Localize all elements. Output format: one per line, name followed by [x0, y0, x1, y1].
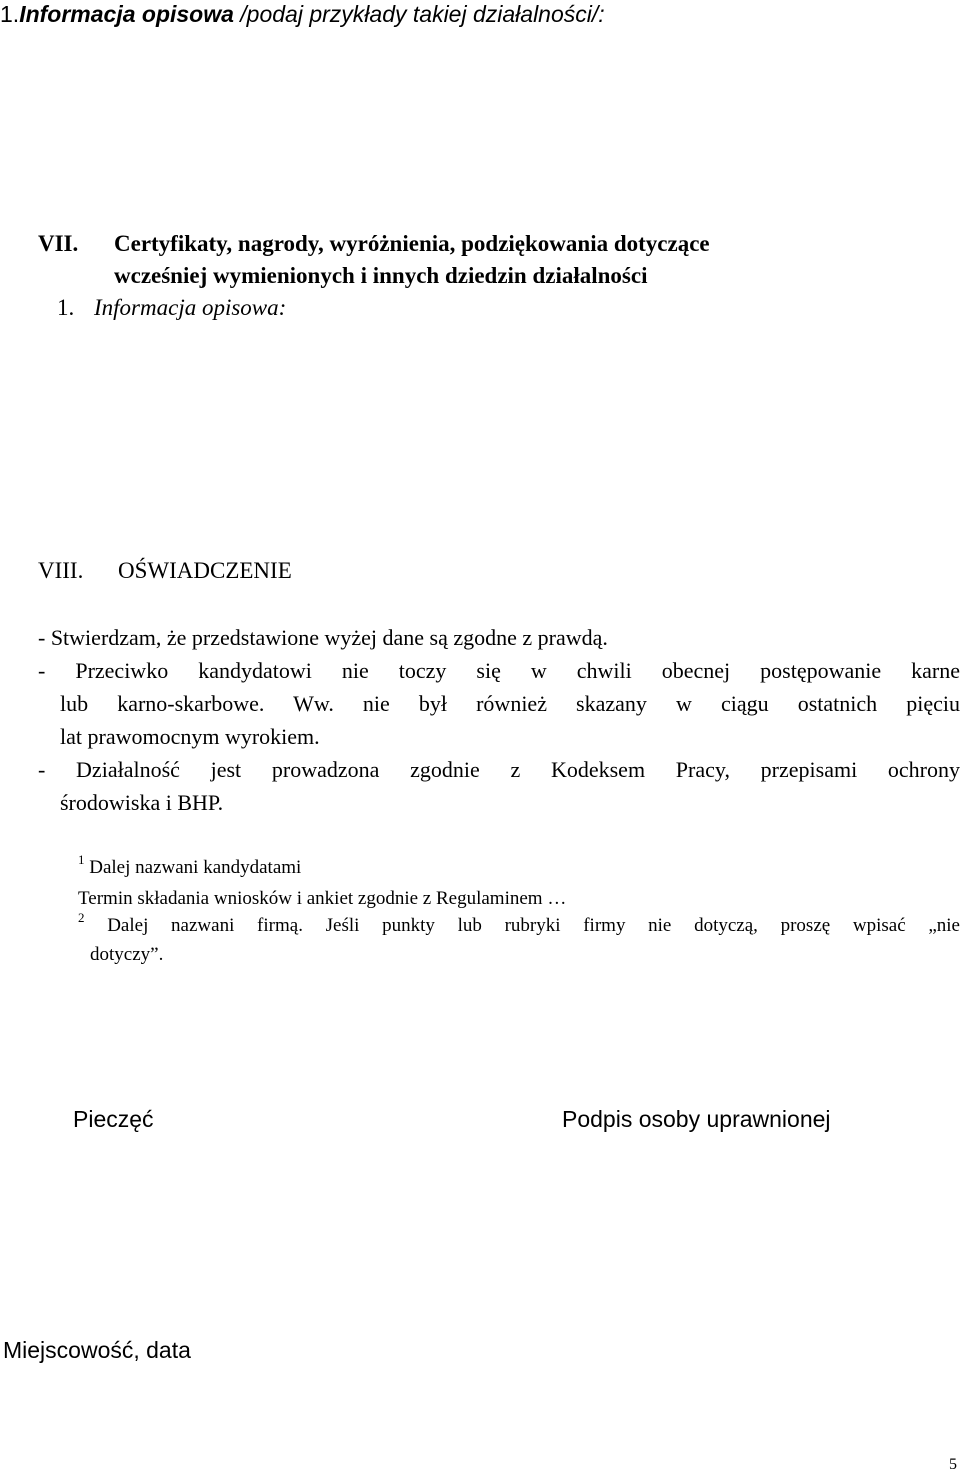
top-heading: [0, 0, 605, 28]
section-vii-title-line1: Certyfikaty, nagrody, wyróżnienia, podziękowania dotyczące: [114, 231, 710, 256]
statement-3-line2: środowiska i BHP.: [60, 790, 224, 815]
statement-2-line2: lub karno-skarbowe. Ww. nie był również skazany w ciągu ostatnich pięciu: [60, 691, 960, 716]
section-viii-title: OŚWIADCZENIE: [118, 558, 292, 583]
section-vii-item-label: Informacja opisowa:: [94, 295, 287, 320]
signature-label: Podpis osoby uprawnionej: [562, 1106, 831, 1132]
section-vii-item: [57, 293, 286, 323]
footnote-2-text: Dalej nazwani firmą. Jeśli punkty lub rubryki firmy nie dotyczą, proszę wpisać „nie: [107, 915, 960, 936]
footnote-2-marker: 2: [78, 910, 85, 925]
page-number: 5: [949, 1456, 957, 1473]
statement-2-line1: - Przeciwko kandydatowi nie toczy się w chwili obecnej postępowanie karne: [38, 658, 960, 683]
statement-3-line1: - Działalność jest prowadzona zgodnie z Kodeksem Pracy, przepisami ochrony: [38, 757, 960, 782]
footnote-2-line1: [78, 910, 960, 940]
stamp-label: Pieczęć: [73, 1106, 154, 1132]
statement-2-line3: lat prawomocnym wyrokiem.: [60, 724, 320, 749]
section-vii-title-line2: wcześniej wymienionych i innych dziedzin działalności: [114, 263, 648, 288]
top-heading-number: 1.: [0, 1, 20, 27]
footnote-1: [78, 852, 302, 882]
footnote-2-line2: dotyczy”.: [90, 944, 164, 965]
statement-1-line1: - Stwierdzam, że przedstawione wyżej dane są zgodne z prawdą.: [38, 625, 608, 650]
place-date-label: Miejscowość, data: [3, 1337, 191, 1363]
footnote-1-marker: 1: [78, 852, 85, 867]
footnote-1-text: Dalej nazwani kandydatami: [89, 857, 302, 878]
deadline-note: Termin składania wniosków i ankiet zgodnie z Regulaminem …: [78, 888, 567, 909]
section-viii-number: VIII.: [38, 558, 84, 583]
section-vii-number: VII.: [38, 231, 79, 256]
section-vii-item-number: 1.: [57, 295, 75, 320]
top-heading-note: /podaj przykłady takiej działalności/:: [240, 1, 605, 27]
top-heading-title: Informacja opisowa: [19, 1, 234, 27]
